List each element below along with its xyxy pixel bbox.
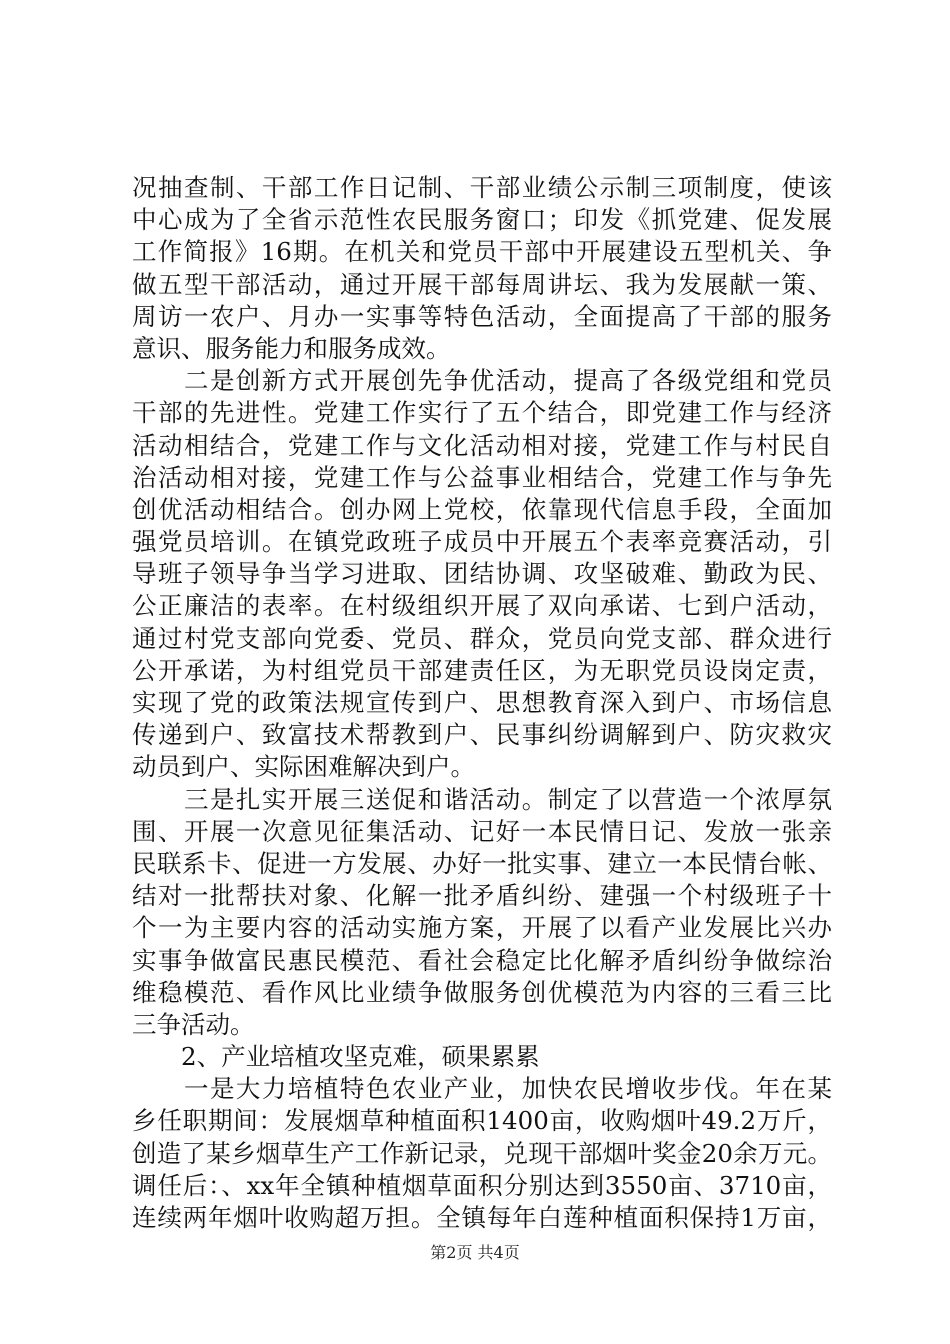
text-line: 况抽查制、干部工作日记制、干部业绩公示制三项制度，使该 (132, 173, 832, 202)
text-line: 通过村党支部向党委、党员、群众，党员向党支部、群众进行 (132, 623, 832, 653)
text-line: 意识、服务能力和服务成效。 (132, 333, 451, 363)
text-line: 二是创新方式开展创先争优活动，提高了各级党组和党员 (132, 366, 832, 396)
text-line: 创造了某乡烟草生产工作新记录，兑现干部烟叶奖金20余万元。 (132, 1138, 832, 1168)
text-line: 做五型干部活动，通过开展干部每周讲坛、我为发展献一策、 (132, 269, 832, 299)
text-line: 干部的先进性。党建工作实行了五个结合，即党建工作与经济 (132, 398, 832, 428)
text-line: 活动相结合，党建工作与文化活动相对接，党建工作与村民自 (132, 430, 832, 460)
text-line: 连续两年烟叶收购超万担。全镇每年白莲种植面积保持1万亩， (132, 1203, 832, 1232)
text-line: 一是大力培植特色农业产业，加快农民增收步伐。年在某 (132, 1074, 832, 1104)
text-line: 维稳模范、看作风比业绩争做服务创优模范为内容的三看三比 (132, 977, 832, 1007)
text-line: 创优活动相结合。创办网上党校，依靠现代信息手段，全面加 (132, 494, 832, 524)
text-line: 传递到户、致富技术帮教到户、民事纠纷调解到户、防灾救灾 (132, 720, 832, 750)
text-line: 乡任职期间：发展烟草种植面积1400亩，收购烟叶49.2万斤， (132, 1106, 832, 1136)
text-line: 调任后：、xx年全镇种植烟草面积分别达到3550亩、3710亩， (132, 1170, 832, 1200)
text-line: 民联系卡、促进一方发展、办好一批实事、建立一本民情台帐、 (132, 848, 832, 878)
text-line: 周访一农户、月办一实事等特色活动，全面提高了干部的服务 (132, 301, 832, 331)
text-line: 中心成为了全省示范性农民服务窗口；印发《抓党建、促发展 (132, 205, 832, 235)
text-line: 动员到户、实际困难解决到户。 (132, 752, 475, 782)
text-line: 三争活动。 (132, 1009, 255, 1039)
text-line: 实事争做富民惠民模范、看社会稳定比化解矛盾纠纷争做综治 (132, 945, 832, 975)
text-line: 结对一批帮扶对象、化解一批矛盾纠纷、建强一个村级班子十 (132, 881, 832, 911)
text-line: 2、产业培植攻坚克难，硕果累累 (132, 1042, 540, 1072)
text-line: 个一为主要内容的活动实施方案，开展了以看产业发展比兴办 (132, 913, 832, 943)
text-line: 公开承诺，为村组党员干部建责任区，为无职党员设岗定责， (132, 655, 832, 685)
text-line: 强党员培训。在镇党政班子成员中开展五个表率竞赛活动，引 (132, 527, 832, 557)
text-line: 工作简报》16期。在机关和党员干部中开展建设五型机关、争 (132, 237, 832, 267)
text-line: 三是扎实开展三送促和谐活动。制定了以营造一个浓厚氛 (132, 784, 832, 814)
document-body (132, 172, 832, 1234)
page-footer: 第2页 共4页 (430, 1243, 520, 1262)
text-line: 导班子领导争当学习进取、团结协调、攻坚破难、勤政为民、 (132, 559, 832, 589)
text-line: 围、开展一次意见征集活动、记好一本民情日记、发放一张亲 (132, 816, 832, 846)
text-line: 实现了党的政策法规宣传到户、思想教育深入到户、市场信息 (132, 688, 832, 717)
text-line: 治活动相对接，党建工作与公益事业相结合，党建工作与争先 (132, 462, 832, 492)
text-line: 公正廉洁的表率。在村级组织开展了双向承诺、七到户活动， (132, 591, 832, 621)
